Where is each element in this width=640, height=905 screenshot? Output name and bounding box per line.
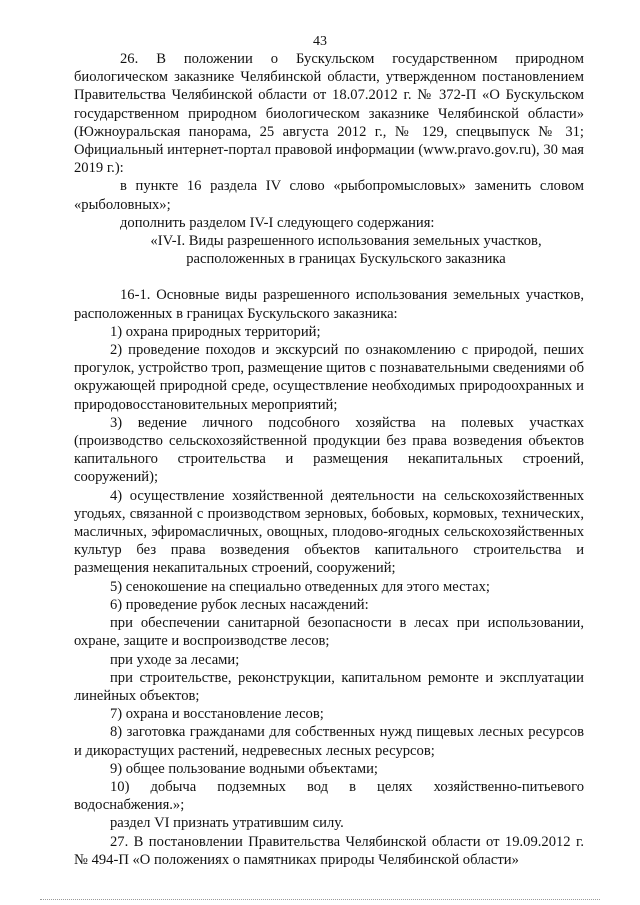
page-number: 43 xyxy=(313,34,327,49)
list-subitem-construction: при строительстве, реконструкции, капитальном ремонте и эксплуатации линейных объектов; xyxy=(74,669,584,704)
list-item-4: 4) осуществление хозяйственной деятельности на сельскохозяйственных угодьях, связанной с производством зерновых, бобовых, кормовых, технических, масличных, эфиромасличных, овощных, плодово-ягодных сельскохозяйственных культур без права возведения объектов капитального строительства и размещения некапитальных строений, сооружений; xyxy=(74,487,584,577)
paragraph-section-vi: раздел VI признать утратившим силу. xyxy=(110,815,344,832)
list-item-2: 2) проведение походов и экскурсий по ознакомлению с природой, пеших прогулок, устройство троп, размещение щитов с познавательными сведениями об окружающей природной среде, осуществление необходимых природоохранных и природовосстановительных мероприятий; xyxy=(74,342,584,413)
list-item-5: 5) сенокошение на специально отведенных для этого местах; xyxy=(110,578,490,595)
list-item-3: 3) ведение личного подсобного хозяйства на полевых участках (производство сельскохозяйственной продукции без права возведения объектов капитального строительства и размещения некапитальных строений, сооружений); xyxy=(74,414,584,486)
list-item-10: 10) добыча подземных вод в целях хозяйственно-питьевого водоснабжения.»; xyxy=(74,778,584,814)
clause-16-1: 16-1. Основные виды разрешенного использования земельных участков, расположенных в границах Бускульского заказника: xyxy=(74,287,584,322)
document-body xyxy=(74,50,584,869)
spacer xyxy=(74,268,584,286)
list-subitem-forest-care: при уходе за лесами; xyxy=(110,651,240,668)
list-item-9: 9) общее пользование водными объектами; xyxy=(110,760,378,777)
list-subitem-sanitary: при обеспечении санитарной безопасности в лесах при использовании, охране, защите и воспроизводстве лесов; xyxy=(74,615,584,650)
list-item-6: 6) проведение рубок лесных насаждений: xyxy=(110,596,369,613)
paragraph-27: 27. В постановлении Правительства Челябинской области от 19.09.2012 г. № 494-П «О положениях о памятниках природы Челябинской области» xyxy=(74,833,584,868)
list-item-8: 8) заготовка гражданами для собственных нужд пищевых лесных ресурсов и дикорастущих растений, недревесных лесных ресурсов; xyxy=(74,724,584,759)
section-heading-line-1: «IV-I. Виды разрешенного использования земельных участков, xyxy=(150,233,542,250)
paragraph-add-section: дополнить разделом IV-I следующего содержания: xyxy=(120,214,435,231)
page-bottom-divider xyxy=(40,899,600,900)
list-item-7: 7) охрана и восстановление лесов; xyxy=(110,706,324,723)
list-item-1: 1) охрана природных территорий; xyxy=(110,323,321,340)
paragraph-26: 26. В положении о Бускульском государственном природном биологическом заказнике Челябинской области, утвержденном постановлением Правительства Челябинской области от 18.07.2012 г. № 372-П «О Бускульском государственном природном биологическом заказнике Челябинской области» (Южноуральская панорама, 25 августа 2012 г., № 129, спецвыпуск № 31; Официальный интернет-портал правовой информации (www.pravo.gov.ru), 30 мая 2019 г.): xyxy=(74,51,584,177)
paragraph-amend-point-16: в пункте 16 раздела IV слово «рыбопромысловых» заменить словом «рыболовных»; xyxy=(74,178,584,213)
section-heading-line-2: расположенных в границах Бускульского заказника xyxy=(186,251,506,268)
